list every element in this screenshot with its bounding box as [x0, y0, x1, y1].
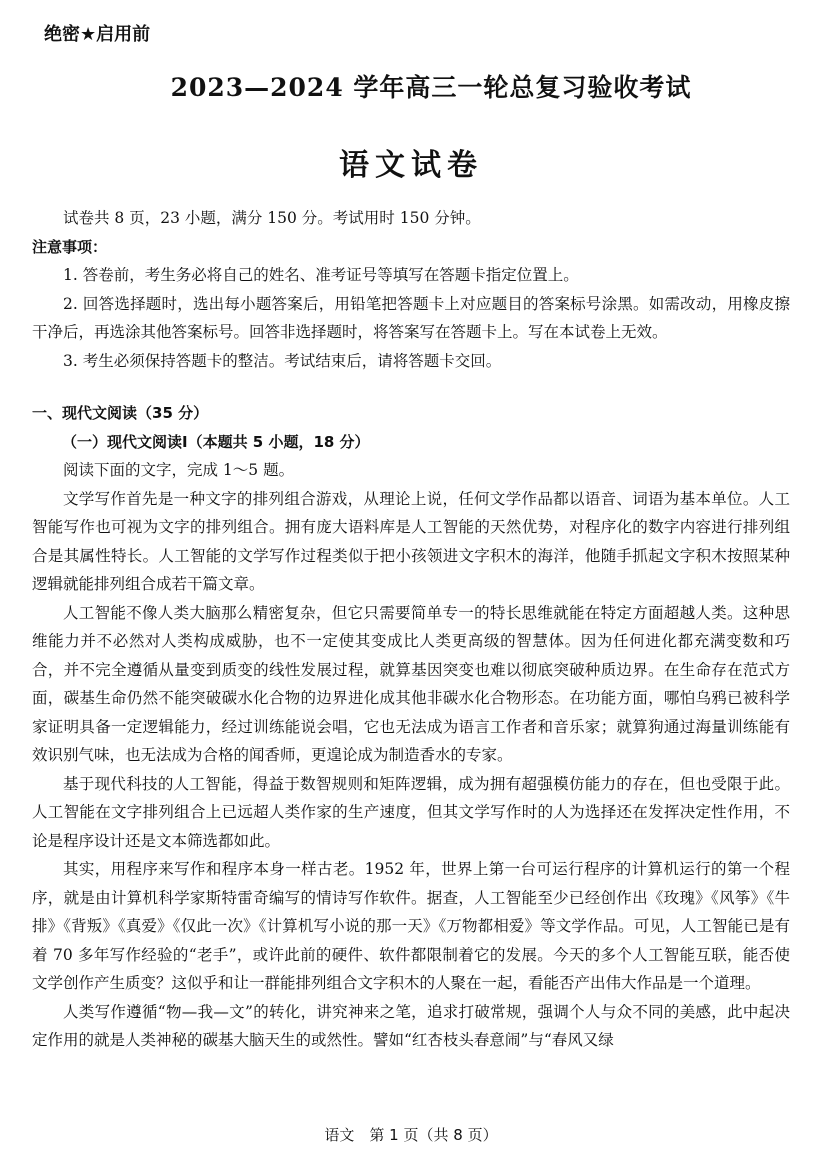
passage-paragraph: 基于现代科技的人工智能，得益于数智规则和矩阵逻辑，成为拥有超强模仿能力的存在，但也受限于此。人工智能在文字排列组合上已远超人类作家的生产速度，但其文学写作时的人为选择还在发挥决定性作用，不论是程序设计还是文本筛选都如此。	[32, 774, 790, 850]
exam-title: 2023—2024 学年高三一轮总复习验收考试	[170, 73, 692, 102]
passage-paragraph: 其实，用程序来写作和程序本身一样古老。1952 年，世界上第一台可运行程序的计算机运行的第一个程序，就是由计算机科学家斯特雷奇编写的情诗写作软件。据查，人工智能至少已经创作出《玫瑰》《风筝》《牛排》《背叛》《真爱》《仅此一次》《计算机写小说的那一天》《万物都相爱》等文学作品。可见，人工智能已是有着 70 多年写作经验的“老手”，或许此前的硬件、软件都限制着它的发展。今天的多个人工智能互联，能否使文学创作产生质变？这似乎和让一群能排列组合文字积木的人聚在一起，看能否产出伟大作品是一个道理。	[32, 860, 790, 992]
notice-item: 1. 答卷前，考生务必将自己的姓名、准考证号等填写在答题卡指定位置上。	[63, 266, 579, 284]
passage-paragraph: 人类写作遵循“物—我—文”的转化，讲究神来之笔，追求打破常规，强调个人与众不同的美感，此中起决定作用的就是人类神秘的碳基大脑天生的或然性。譬如“红杏枝头春意闹”与“春风又绿	[32, 1002, 790, 1049]
section-heading: 一、现代文阅读（35 分）	[32, 404, 209, 422]
exam-intro: 试卷共 8 页，23 小题，满分 150 分。考试用时 150 分钟。	[63, 209, 481, 227]
exam-body	[32, 204, 790, 1055]
secret-mark: 绝密★启用前	[44, 24, 151, 45]
passage-paragraph: 文学写作首先是一种文字的排列组合游戏，从理论上说，任何文学作品都以语音、词语为基本单位。人工智能写作也可视为文字的排列组合。拥有庞大语料库是人工智能的天然优势，对程序化的数字内容进行排列组合是其属性特长。人工智能的文学写作过程类似于把小孩领进文字积木的海洋，他随手抓起文字积木按照某种逻辑就能排列组合成若干篇文章。	[32, 489, 790, 593]
spacer	[32, 375, 790, 399]
notice-item: 3. 考生必须保持答题卡的整洁。考试结束后，请将答题卡交回。	[63, 351, 502, 370]
notice-item: 2. 回答选择题时，选出每小题答案后，用铅笔把答题卡上对应题目的答案标号涂黑。如需改动，用橡皮擦干净后，再选涂其他答案标号。回答非选择题时，将答案写在答题卡上。写在本试卷上无效。	[32, 294, 790, 341]
page-footer: 语文 第 1 页（共 8 页）	[324, 1126, 498, 1144]
reading-instruction: 阅读下面的文字，完成 1～5 题。	[63, 461, 295, 479]
notice-heading: 注意事项：	[32, 237, 108, 256]
section-subheading: （一）现代文阅读Ⅰ（本题共 5 小题，18 分）	[62, 432, 370, 451]
passage-paragraph: 人工智能不像人类大脑那么精密复杂，但它只需要简单专一的特长思维就能在特定方面超越人类。这种思维能力并不必然对人类构成威胁，也不一定使其变成比人类更高级的智慧体。因为任何进化都充满变数和巧合，并不完全遵循从量变到质变的线性发展过程，就算基因突变也难以彻底突破种质边界。在生命存在范式方面，碳基生命仍然不能突破碳水化合物的边界进化成其他非碳水化合物形态。在功能方面，哪怕乌鸦已被科学家证明具备一定逻辑能力，经过训练能说会唱，它也无法成为语言工作者和音乐家；就算狗通过海量训练能有效识别气味，也无法成为合格的闻香师，更遑论成为制造香水的专家。	[32, 603, 790, 764]
subject-title: 语文试卷	[339, 148, 483, 183]
